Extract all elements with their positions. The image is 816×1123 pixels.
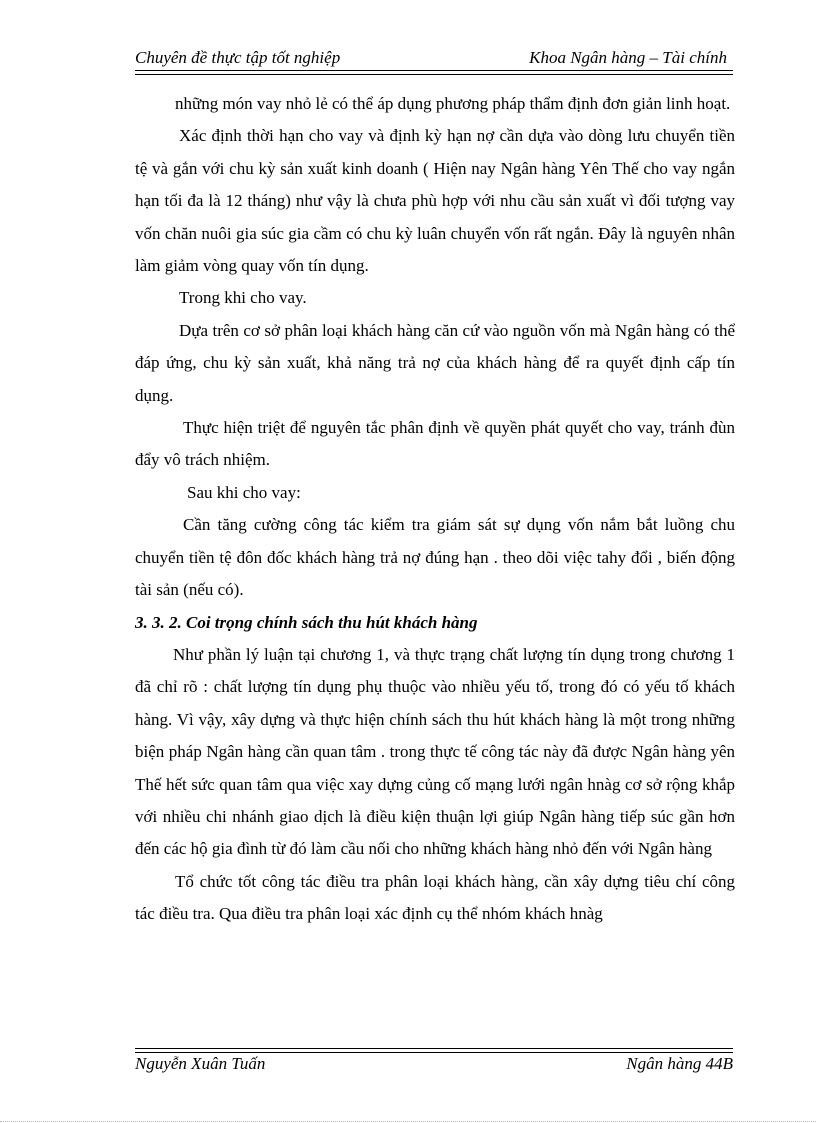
header-rule-thin [135, 74, 733, 75]
page-edge-divider [0, 1121, 816, 1122]
header-rule [135, 70, 733, 71]
paragraph: Trong khi cho vay. [179, 288, 307, 308]
page-footer [135, 1046, 733, 1076]
paragraph: Tổ chức tốt công tác điều tra phân loại khách hàng, cần xây dựng tiêu chí công tác điều tra. Qua điều tra phân loại xác định cụ thể nhóm khách hnàg [135, 871, 735, 924]
footer-author: Nguyễn Xuân Tuấn [135, 1054, 266, 1073]
paragraph: Thực hiện triệt để nguyên tắc phân định về quyền phát quyết cho vay, tránh đùn đẩy vô trách nhiệm. [135, 418, 735, 470]
paragraph: Cần tăng cường công tác kiểm tra giám sát sự dụng vốn nắm bắt luồng chu chuyển tiền tệ đôn đốc khách hàng trả nợ đúng hạn . theo dõi việc tahy đổi , biến động tài sản (nếu có). [135, 515, 735, 600]
header-faculty: Khoa Ngân hàng – Tài chính [529, 48, 727, 67]
footer-rule-thin [135, 1048, 733, 1049]
paragraph: Xác định thời hạn cho vay và định kỳ hạn nợ cần dựa vào dòng lưu chuyển tiền tệ và gắn với chu kỳ sản xuất kinh doanh ( Hiện nay Ngân hàng Yên Thế cho vay ngắn hạn tối đa là 12 tháng) như vậy là chưa phù hợp với nhu cầu sản xuất vì đối tượng vay vốn chăn nuôi gia súc gia cầm có chu kỳ luân chuyển vốn rất ngắn. Đây là nguyên nhân làm giảm vòng quay vốn tín dụng. [135, 126, 735, 276]
footer-class: Ngân hàng 44B [626, 1054, 733, 1073]
page-header [135, 46, 733, 74]
footer-rule [135, 1052, 733, 1053]
page-body [135, 88, 735, 931]
paragraph: Sau khi cho vay: [187, 482, 301, 502]
paragraph: Dựa trên cơ sở phân loại khách hàng căn cứ vào nguồn vốn mà Ngân hàng có thể đáp ứng, chu kỳ sản xuất, khả năng trả nợ của khách hàng để ra quyết định cấp tín dụng. [135, 320, 735, 405]
paragraph: những món vay nhỏ lẻ có thể áp dụng phương pháp thẩm định đơn giản linh hoạt. [175, 94, 731, 113]
header-document-title: Chuyên đề thực tập tốt nghiệp [135, 48, 341, 67]
section-heading: 3. 3. 2. Coi trọng chính sách thu hút khách hàng [135, 612, 478, 632]
paragraph: Như phần lý luận tại chương 1, và thực trạng chất lượng tín dụng trong chương 1 đã chỉ rõ : chất lượng tín dụng phụ thuộc vào nhiều yếu tố, trong đó có yếu tố khách hàng. Vì vậy, xây dựng và thực hiện chính sách thu hút khách hàng là một trong những biện pháp Ngân hàng cần quan tâm . trong thực tế công tác này đã được Ngân hàng yên Thế hết sức quan tâm qua việc xay dựng củng cố mạng lưới ngân hnàg cơ sở rộng khắp với nhiều chi nhánh giao dịch là điều kiện thuận lợi giúp Ngân hàng tiếp súc gần hơn đến các hộ gia đình từ đó làm cầu nối cho những khách hàng nhỏ đến với Ngân hàng [135, 644, 735, 859]
